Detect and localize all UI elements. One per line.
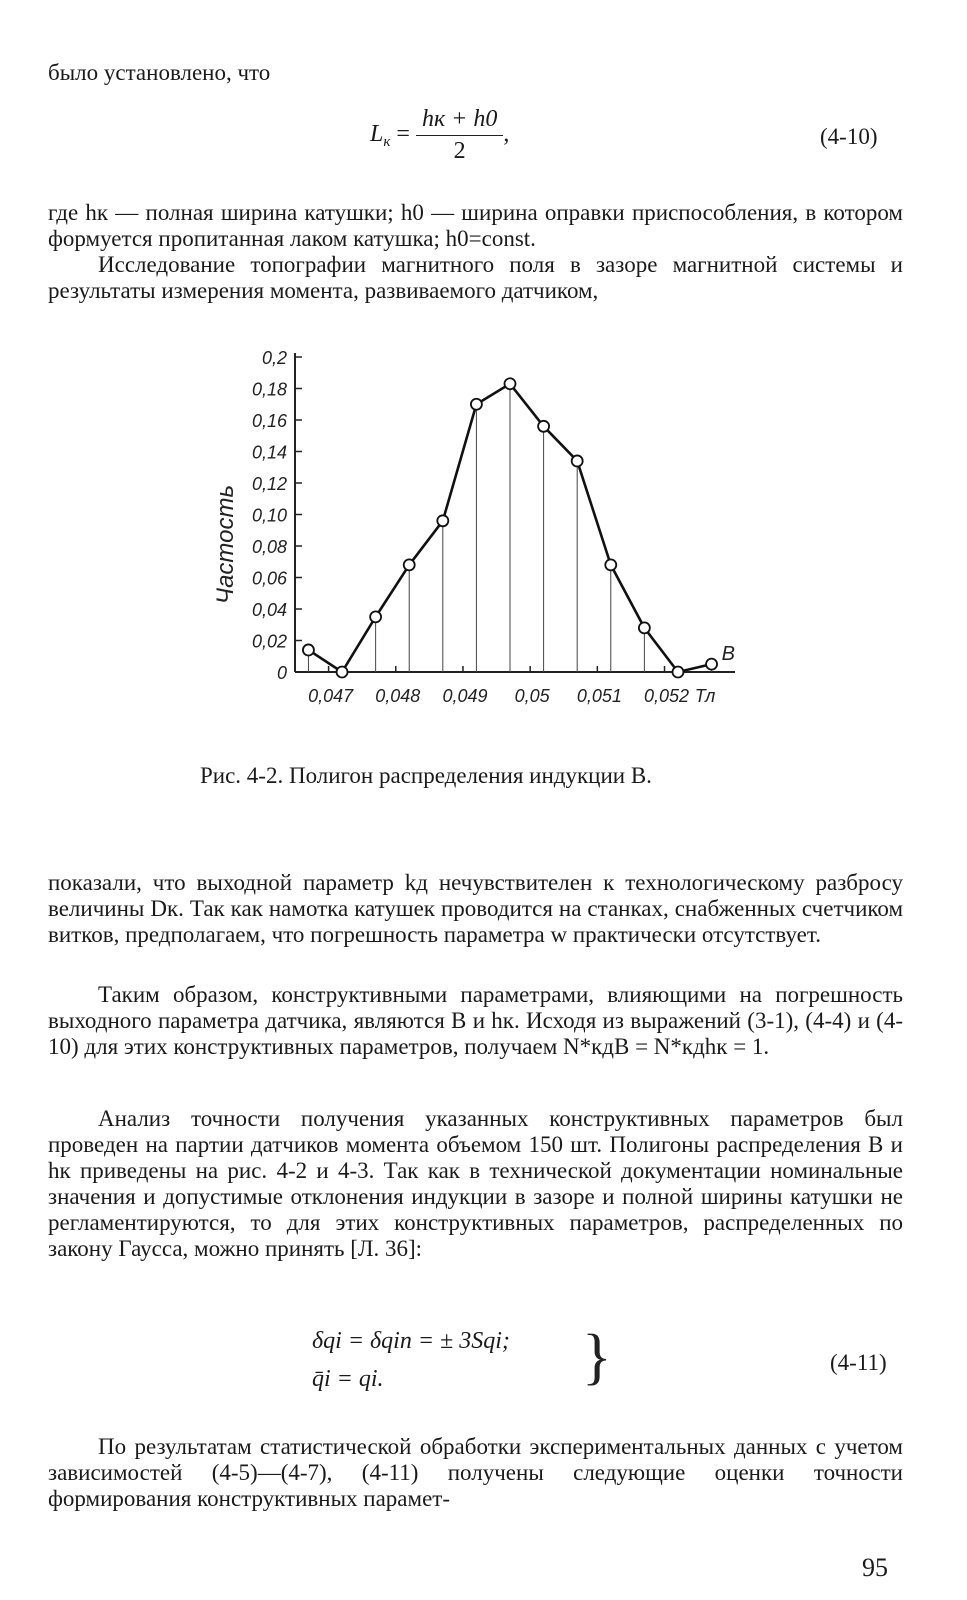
paragraph-results: показали, что выходной параметр kд нечувствителен к технологическому разбросу величины Dк. Так как намотка катушек проводится на станках, снабженных счетчиком витков, предполагаем, что погрешность параметра w практически отсутствует. <box>48 870 903 947</box>
paragraph-parameters: Таким образом, конструктивными параметрами, влияющими на погрешность выходного параметра датчика, являются B и hк. Исходя из выражений (3-1), (4-4) и (4-10) для этих конструктивных параметров, получаем N*кдB = N*кдhк = 1. <box>48 982 903 1059</box>
data-point <box>303 644 314 655</box>
x-tick-label: 0,047 <box>308 686 354 706</box>
data-point <box>437 515 448 526</box>
equation-number-4-11: (4-11) <box>830 1350 887 1375</box>
eq1-denominator: 2 <box>453 138 466 164</box>
data-point <box>572 455 583 466</box>
y-tick-label: 0,10 <box>251 505 287 526</box>
paragraph-analysis: Анализ точности получения указанных конструктивных параметров был проведен на партии датчиков момента объемом 150 шт. Полигоны распределения B и hк приведены на рис. 4-2 и 4-3. Так как в технической документации номинальные значения и допустимые отклонения индукции в зазоре и полной ширины катушки не регламентируются, то для этих конструктивных параметров, распределенных по закону Гаусса, можно принять [Л. 36]: <box>48 1106 903 1261</box>
equation-4-11-line2: q̄i = qi. <box>312 1366 384 1392</box>
y-tick-label: 0,06 <box>251 568 287 589</box>
y-tick-label: 0,12 <box>251 474 287 494</box>
y-tick-label: 0,2 <box>261 348 287 368</box>
data-point <box>404 559 415 570</box>
equation-number-4-10: (4-10) <box>820 124 878 149</box>
eq1-lhs-sub: к <box>383 134 391 151</box>
data-point <box>370 611 381 622</box>
data-point <box>538 421 549 432</box>
x-tick-label: 0,049 <box>442 686 488 706</box>
data-point <box>605 559 616 570</box>
equation-4-11-line1: δqi = δqiп = ± 3Sqi; <box>312 1328 510 1354</box>
eq1-fraction <box>416 106 503 165</box>
y-tick-label: 0,16 <box>251 411 287 431</box>
equation-4-10 <box>370 106 509 165</box>
eq1-equals: = <box>390 121 410 148</box>
x-tick-label: 0,052 <box>644 686 690 706</box>
data-point <box>337 667 348 678</box>
eq1-numerator: hк + h0 <box>416 106 503 136</box>
x-tick-label: 0,05 <box>514 686 550 706</box>
paragraph-conclusion: По результатам статистической обработки экспериментальных данных с учетом зависимостей (4-5)—(4-7), (4-11) получены следующие оценки точности формирования конструктивных парамет- <box>48 1434 903 1511</box>
data-point <box>639 622 650 633</box>
y-tick-label: 0,02 <box>251 631 287 652</box>
page-number: 95 <box>862 1553 888 1582</box>
y-axis-label: Частость <box>212 484 239 605</box>
intro-line: было установлено, что <box>48 60 271 85</box>
y-tick-label: 0,14 <box>251 442 287 463</box>
y-tick-label: 0,08 <box>251 537 287 557</box>
x-axis-unit-label: Тл <box>694 686 716 706</box>
data-point <box>672 667 683 678</box>
y-tick-label: 0 <box>276 663 287 683</box>
x-tick-label: 0,051 <box>576 686 622 706</box>
series-label: B <box>721 643 735 666</box>
y-tick-label: 0,18 <box>251 379 287 400</box>
brace-right: } <box>582 1323 612 1391</box>
eq1-comma: , <box>503 121 510 148</box>
data-point <box>471 399 482 410</box>
paragraph-research: Исследование топографии магнитного поля в зазоре магнитной системы и результаты измерения момента, развиваемого датчиком, <box>48 252 903 303</box>
eq1-lhs: L <box>370 121 384 148</box>
data-point <box>706 659 717 670</box>
y-tick-label: 0,04 <box>251 600 287 620</box>
data-point <box>505 378 516 389</box>
distribution-polygon-chart <box>195 335 755 755</box>
paragraph-definitions: где hк — полная ширина катушки; h0 — ширина оправки приспособления, в котором формуется пропитанная лаком катушка; h0=const. <box>48 200 903 251</box>
x-tick-label: 0,048 <box>375 686 421 706</box>
figure-caption: Рис. 4-2. Полигон распределения индукции B. <box>200 763 652 788</box>
